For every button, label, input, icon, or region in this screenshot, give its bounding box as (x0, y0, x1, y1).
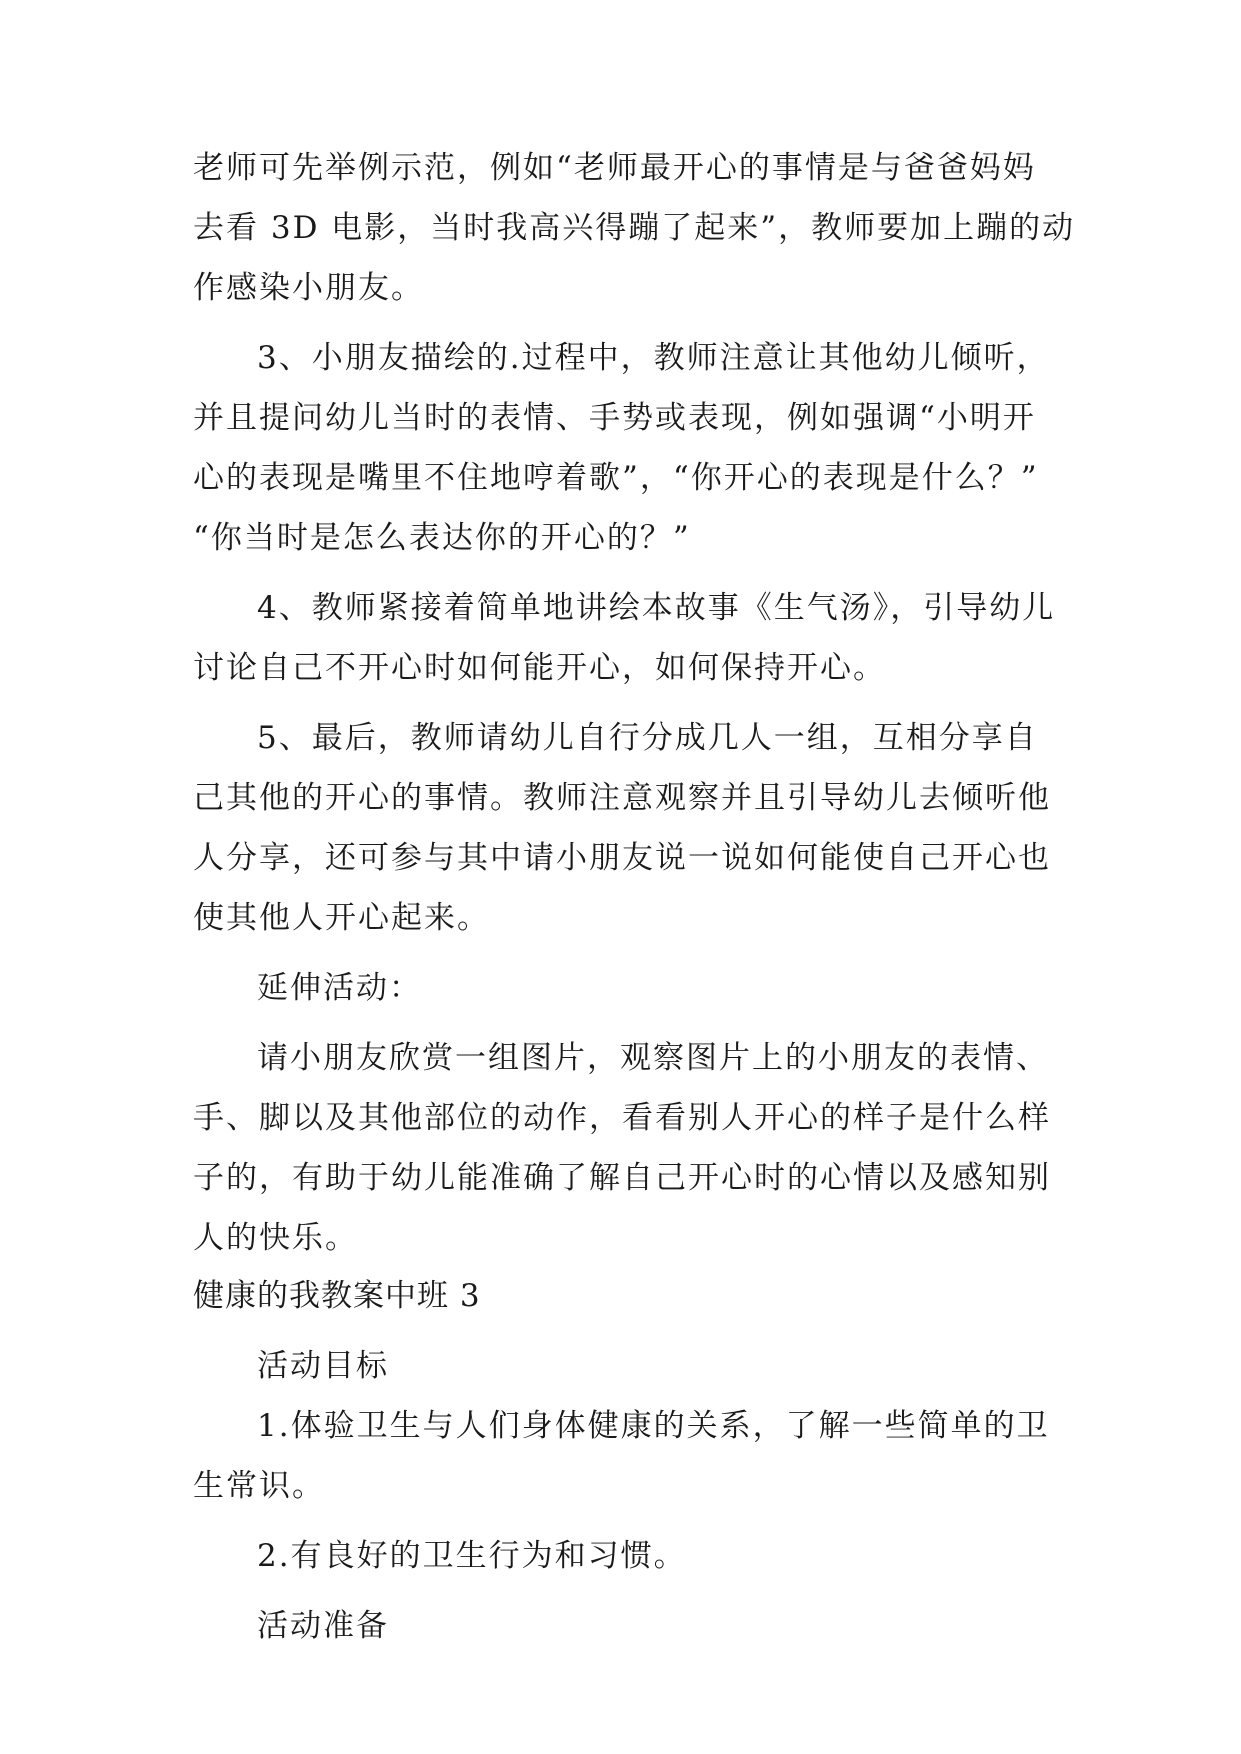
text-line: 己其他的开心的事情。教师注意观察并且引导幼儿去倾听他 (193, 780, 1051, 816)
text-line: 并且提问幼儿当时的表情、手势或表现，例如强调“小明开 (193, 400, 1036, 436)
text-line: “你当时是怎么表达你的开心的？” (193, 520, 691, 556)
text-line: 1.体验卫生与人们身体健康的关系，了解一些简单的卫 (257, 1408, 1050, 1444)
text-line: 人分享，还可参与其中请小朋友说一说如何能使自己开心也 (193, 840, 1051, 876)
text-line: 作感染小朋友。 (193, 270, 424, 306)
text-line: 老师可先举例示范，例如“老师最开心的事情是与爸爸妈妈 (193, 150, 1036, 186)
text-line: 4、教师紧接着简单地讲绘本故事《生气汤》，引导幼儿 (257, 590, 1056, 626)
section-label: 延伸活动： (257, 970, 422, 1006)
text-line: 心的表现是嘴里不住地哼着歌”，“你开心的表现是什么？” (193, 460, 1039, 496)
section-label: 活动准备 (257, 1608, 389, 1644)
text-line: 3、小朋友描绘的.过程中，教师注意让其他幼儿倾听， (257, 340, 1050, 376)
text-line: 5、最后，教师请幼儿自行分成几人一组，互相分享自 (257, 720, 1038, 756)
text-line: 请小朋友欣赏一组图片，观察图片上的小朋友的表情、 (257, 1040, 1049, 1076)
text-line: 生常识。 (193, 1468, 325, 1504)
text-line: 子的，有助于幼儿能准确了解自己开心时的心情以及感知别 (193, 1160, 1051, 1196)
section-label: 活动目标 (257, 1348, 389, 1384)
text-line: 使其他人开心起来。 (193, 900, 490, 936)
text-line: 手、脚以及其他部位的动作，看看别人开心的样子是什么样 (193, 1100, 1051, 1136)
text-line: 2.有良好的卫生行为和习惯。 (257, 1538, 687, 1574)
text-line: 讨论自己不开心时如何能开心，如何保持开心。 (193, 650, 886, 686)
text-line: 去看 3D 电影，当时我高兴得蹦了起来”，教师要加上蹦的动 (193, 210, 1076, 246)
section-title: 健康的我教案中班 3 (193, 1278, 481, 1314)
text-line: 人的快乐。 (193, 1220, 358, 1256)
